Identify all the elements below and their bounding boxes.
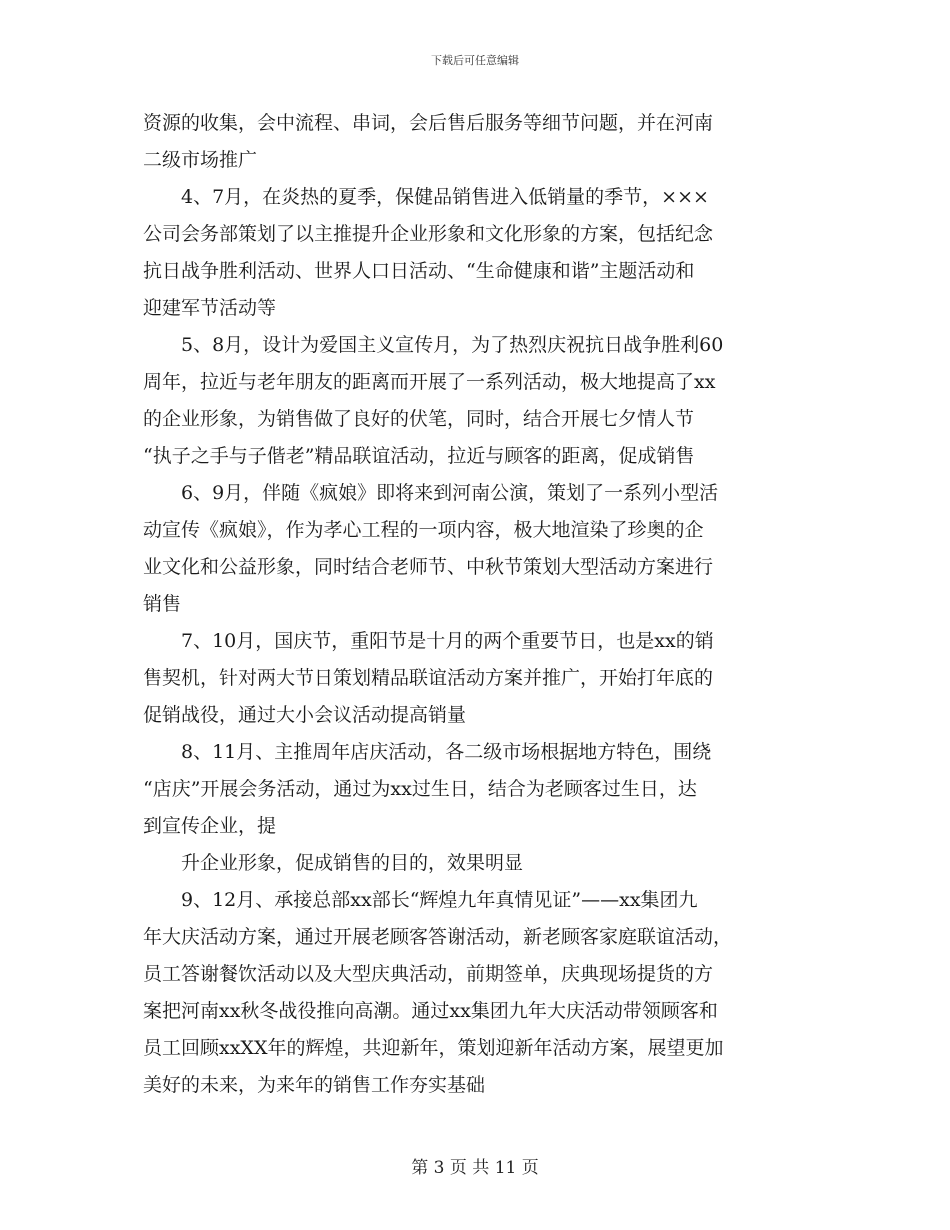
- text-line: 的企业形象，为销售做了良好的伏笔，同时，结合开展七夕情人节: [143, 408, 695, 430]
- text-line: 8、11月、主推周年店庆活动，各二级市场根据地方特色，围绕: [143, 741, 712, 763]
- text-line: 9、12月、承接总部xx部长“辉煌九年真情见证”——xx集团九: [143, 889, 698, 911]
- text-line: 销售: [143, 593, 182, 615]
- text-line: 售契机，针对两大节日策划精品联谊活动方案并推广，开始打年底的: [143, 667, 714, 689]
- text-line: 抗日战争胜利活动、世界人口日活动、“生命健康和谐”主题活动和: [143, 260, 695, 282]
- text-line: 美好的未来，为来年的销售工作夯实基础: [143, 1074, 486, 1096]
- text-line: 年大庆活动方案，通过开展老顾客答谢活动，新老顾客家庭联谊活动，: [143, 926, 733, 948]
- text-line: “执子之手与子偕老”精品联谊活动，拉近与顾客的距离，促成销售: [143, 445, 695, 467]
- text-line: 4、7月，在炎热的夏季，保健品销售进入低销量的季节，×××: [143, 186, 709, 208]
- text-line: 5、8月，设计为爱国主义宣传月，为了热烈庆祝抗日战争胜利60: [143, 334, 724, 356]
- text-line: 员工回顾xxXX年的辉煌，共迎新年，策划迎新年活动方案，展望更加: [143, 1037, 724, 1059]
- text-line: 资源的收集，会中流程、串词，会后售后服务等细节问题，并在河南: [143, 112, 714, 134]
- text-line: 二级市场推广: [143, 149, 258, 171]
- document-body: [143, 105, 813, 1104]
- text-line: 动宣传《疯娘》，作为孝心工程的一项内容，极大地渲染了珍奥的企: [143, 519, 704, 541]
- text-line: 迎建军节活动等: [143, 297, 277, 319]
- text-line: 员工答谢餐饮活动以及大型庆典活动，前期签单，庆典现场提货的方: [143, 963, 714, 985]
- text-line: 周年，拉近与老年朋友的距离而开展了一系列活动，极大地提高了xx: [143, 371, 716, 393]
- page-footer: 第 3 页 共 11 页: [411, 1158, 539, 1178]
- text-line: 7、10月，国庆节，重阳节是十月的两个重要节日，也是xx的销: [143, 630, 714, 652]
- text-line: 公司会务部策划了以主推提升企业形象和文化形象的方案，包括纪念: [143, 223, 714, 245]
- text-line: 案把河南xx秋冬战役推向高潮。通过xx集团九年大庆活动带领顾客和: [143, 1000, 718, 1022]
- text-line: “店庆”开展会务活动，通过为xx过生日，结合为老顾客过生日，达: [143, 778, 697, 800]
- text-line: 促销战役，通过大小会议活动提高销量: [143, 704, 467, 726]
- text-line: 业文化和公益形象，同时结合老师节、中秋节策划大型活动方案进行: [143, 556, 714, 578]
- page-header: 下载后可任意编辑: [431, 54, 519, 67]
- text-line: 6、9月，伴随《疯娘》即将来到河南公演，策划了一系列小型活: [143, 482, 719, 504]
- text-line: 升企业形象，促成销售的目的，效果明显: [143, 852, 524, 874]
- text-line: 到宣传企业，提: [143, 815, 277, 837]
